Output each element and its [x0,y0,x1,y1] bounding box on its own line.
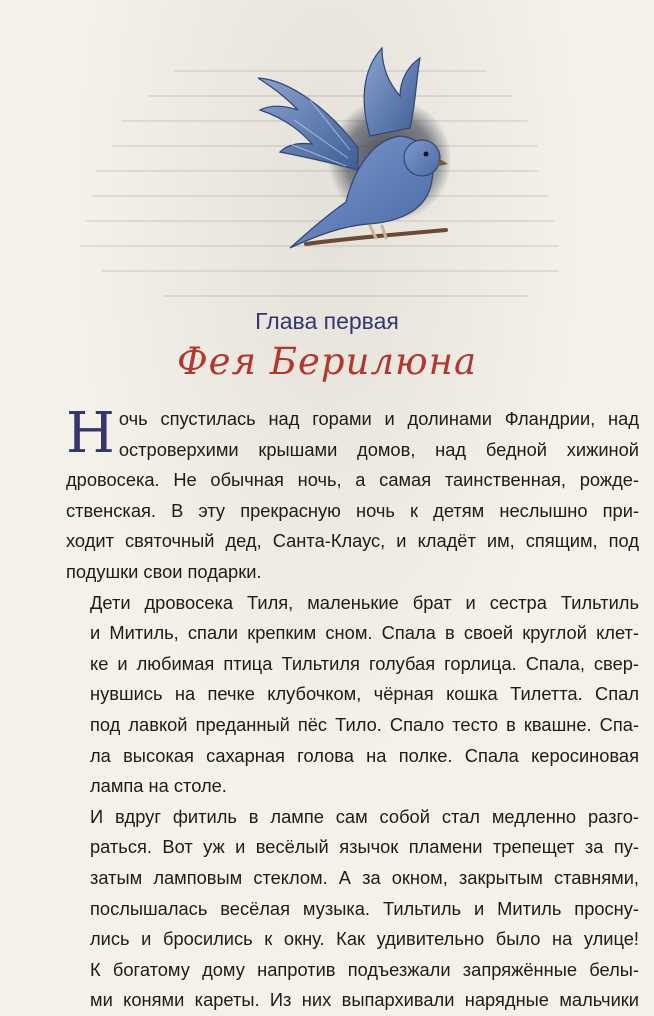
text-line: ла высокая сахарная голова на полке. Спала керосиновая [90,744,639,766]
drop-cap: Н [66,401,115,466]
text-line: лампа на столе. [90,775,227,797]
text-line: дровосека. Не обычная ночь, а самая таинственная, рожде- [66,469,639,491]
text-line: нувшись на печке клубочком, чёрная кошка Тилетта. Спал [90,683,639,705]
paragraph-2 [66,588,639,802]
text-line: под лавкой преданный пёс Тило. Спало тесто в квашне. Спа- [90,713,639,735]
text-line: ственская. В эту прекрасную ночь к детям неслышно при- [66,499,639,521]
text-line: К богатому дому напротив подъезжали запряжённые белы- [90,958,639,980]
text-line: островерхими крышами домов, над бедной хижиной [118,438,639,460]
text-line: ми конями кареты. Из них выпархивали нарядные мальчики [90,989,639,1011]
text-line: И вдруг фитиль в лампе сам собой стал медленно разго- [90,805,639,827]
chapter-label: Глава первая [255,308,399,334]
text-line: и Митиль, спали крепким сном. Спала в своей круглой клет- [90,622,639,644]
text-line: Дети дровосека Тиля, маленькие брат и сестра Тильтиль [90,591,639,613]
chapter-title: Фея Берилюна [176,340,478,383]
chapter-text [66,401,639,1016]
text-line: послышалась весёлая музыка. Тильтиль и Митиль проснy- [90,897,639,919]
text-line: затым ламповым стеклом. А за окном, закрытым ставнями, [90,866,639,888]
paragraph-3 [66,802,639,1016]
paragraph-1 [66,401,639,588]
text-line: лись и бросились к окну. Как удивительно было на улице! [90,928,639,950]
blue-dove-icon [250,40,450,255]
text-line: ке и любимая птица Тильтиля голубая горлица. Спала, свер- [90,652,639,674]
text-line: ходит святочный дед, Санта-Клаус, и кладёт им, спящим, под [66,530,639,552]
text-line: подушки свои подарки. [66,560,262,582]
text-line: очь спустилась над горами и долинами Фландрии, над [118,408,639,429]
text-line: раться. Вот уж и весёлый язычок пламени трепещет за пу- [90,836,639,858]
